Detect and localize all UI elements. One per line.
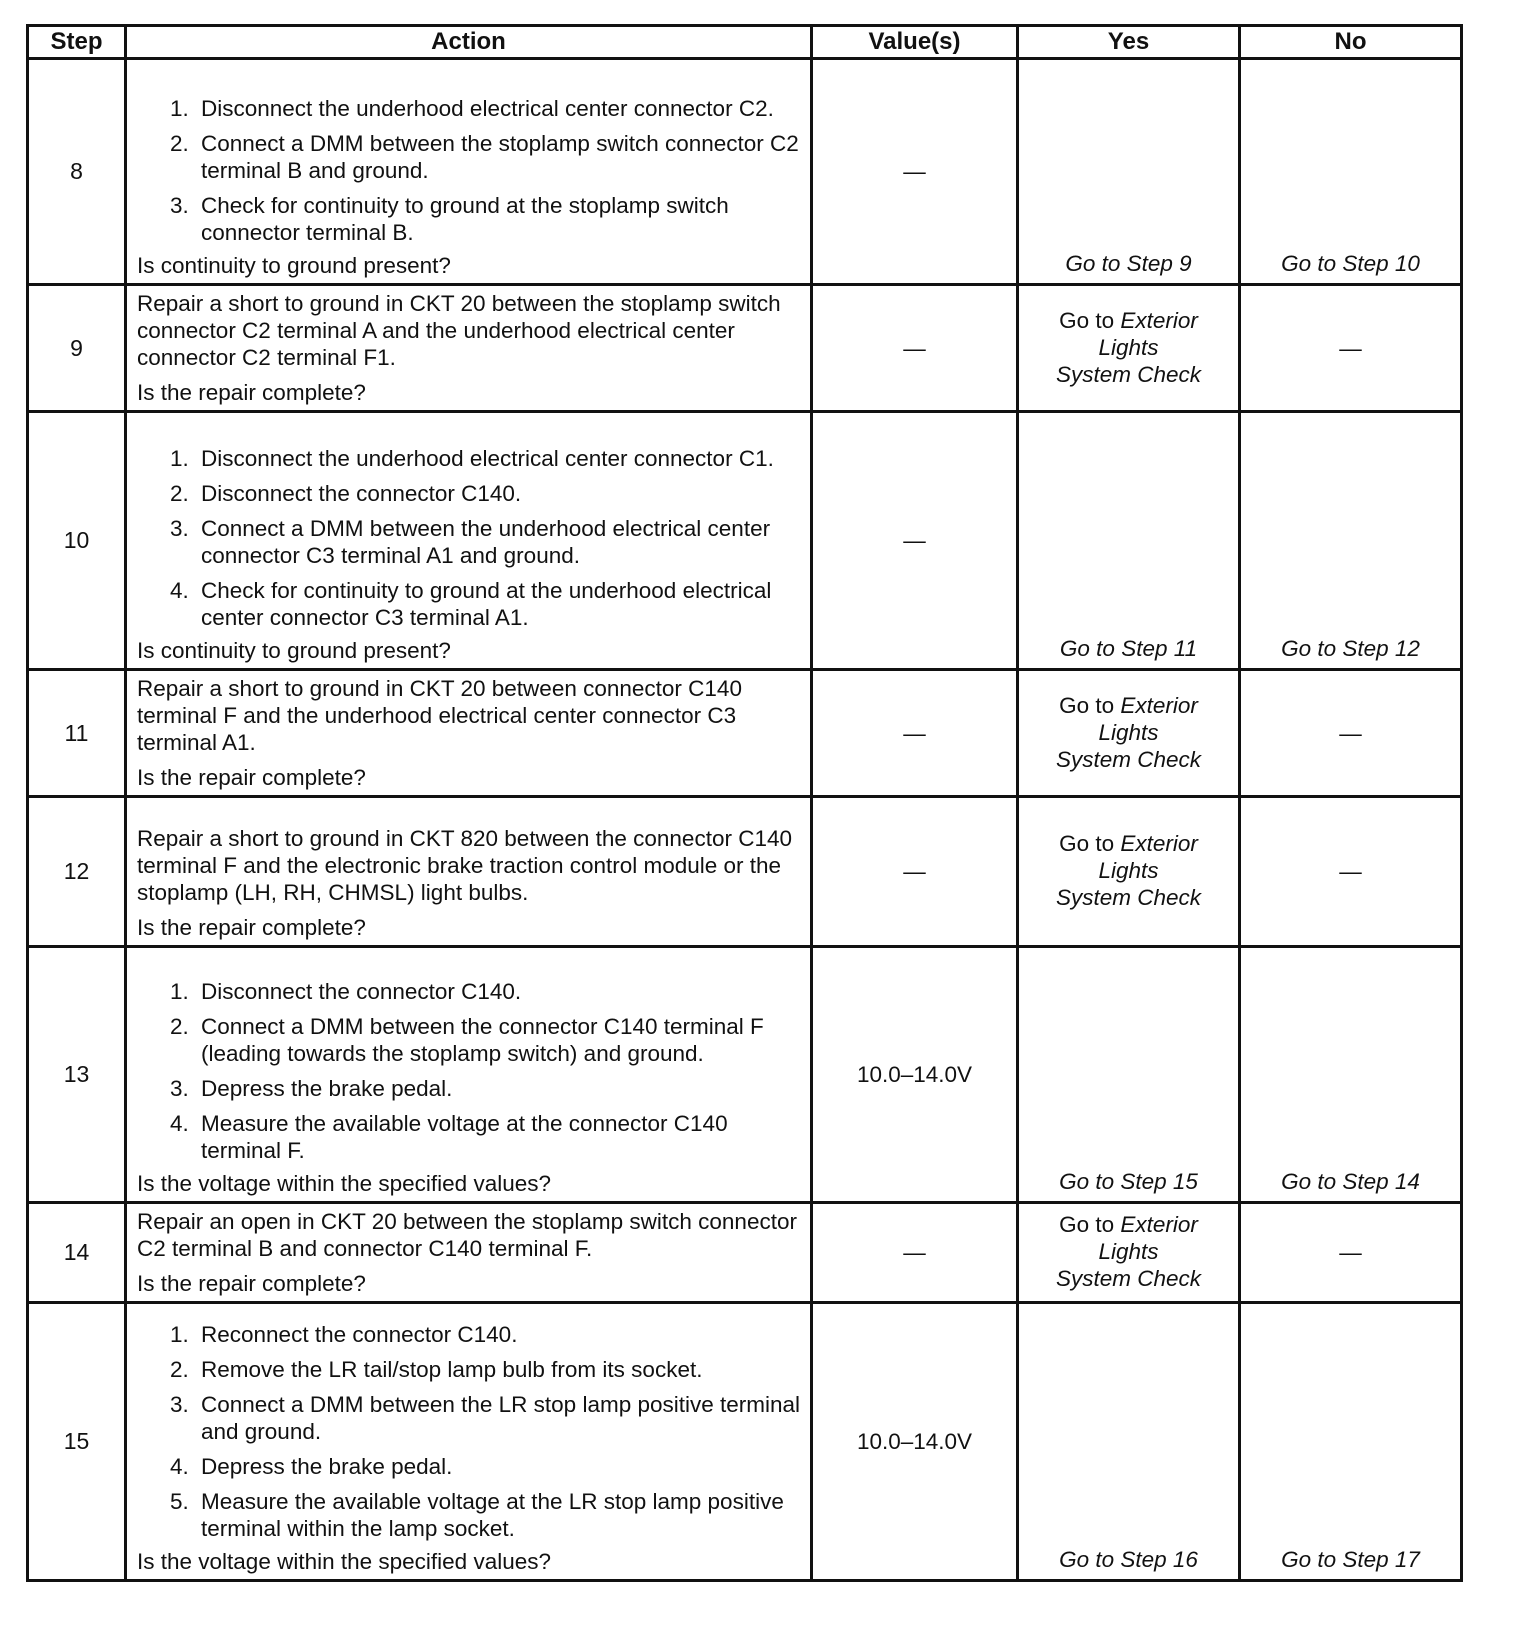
header-row — [28, 26, 1462, 59]
step-number: 9 — [28, 285, 126, 412]
action-steps-list — [137, 445, 802, 631]
table-row-step-10 — [28, 412, 1462, 670]
action-question: Is the voltage within the specified values? — [137, 1171, 551, 1196]
value-cell: — — [812, 412, 1018, 670]
action-step: 1. Reconnect the connector C140. — [195, 1321, 802, 1348]
link-text: Exterior — [1120, 307, 1198, 333]
goto-prefix: Go to — [1059, 307, 1115, 333]
no-cell: — — [1240, 797, 1462, 947]
yes-goto-link[interactable]: Go to Step 16 — [1059, 1547, 1198, 1572]
action-step: 2. Connect a DMM between the connector C140 terminal F (leading towards the stoplamp switch) and ground. — [195, 1013, 802, 1067]
step-number: 12 — [28, 797, 126, 947]
value-cell: 10.0–14.0V — [812, 1303, 1018, 1581]
action-step: 2. Connect a DMM between the stoplamp switch connector C2 terminal B and ground. — [195, 130, 802, 184]
value-cell: — — [812, 797, 1018, 947]
action-text: Repair an open in CKT 20 between the stoplamp switch connector C2 terminal B and connector C140 terminal F. — [137, 1209, 797, 1261]
action-text: Repair a short to ground in CKT 820 between the connector C140 terminal F and the electronic brake traction control module or the stoplamp (LH, RH, CHMSL) light bulbs. — [137, 826, 792, 905]
action-step: 1. Disconnect the underhood electrical center connector C1. — [195, 445, 802, 472]
action-cell — [126, 1203, 812, 1303]
action-step: 1. Disconnect the underhood electrical center connector C2. — [195, 95, 802, 122]
step-number: 10 — [28, 412, 126, 670]
yes-exterior-lights-link[interactable] — [1025, 307, 1232, 334]
table-row-step-13 — [28, 947, 1462, 1203]
value-cell: — — [812, 285, 1018, 412]
action-step: 3. Check for continuity to ground at the stoplamp switch connector terminal B. — [195, 192, 802, 246]
step-number: 14 — [28, 1203, 126, 1303]
step-number: 13 — [28, 947, 126, 1203]
yes-cell — [1018, 947, 1240, 1203]
header-step: Step — [28, 26, 126, 59]
yes-cell — [1018, 1303, 1240, 1581]
goto-prefix: Go to — [1059, 831, 1115, 856]
no-goto-link[interactable]: Go to Step 14 — [1281, 1169, 1420, 1194]
header-yes: Yes — [1018, 26, 1240, 59]
action-cell — [126, 285, 812, 412]
yes-goto-link[interactable]: Go to Step 11 — [1059, 636, 1198, 661]
table-row-step-12 — [28, 797, 1462, 947]
yes-goto-link[interactable]: Go to Step 9 — [1065, 251, 1192, 276]
action-question: Is the voltage within the specified values? — [137, 1549, 551, 1574]
action-question: Is the repair complete? — [137, 1271, 366, 1296]
action-step: 2. Remove the LR tail/stop lamp bulb from its socket. — [195, 1356, 802, 1383]
link-text: Exterior — [1120, 692, 1198, 718]
link-text: System Check — [1055, 885, 1202, 910]
table-row-step-9 — [28, 285, 1462, 412]
action-cell — [126, 59, 812, 285]
action-question: Is the repair complete? — [137, 380, 366, 405]
yes-exterior-lights-link[interactable] — [1025, 1211, 1232, 1238]
diagnostic-table — [26, 24, 1463, 1582]
link-text: System Check — [1055, 1266, 1202, 1291]
no-goto-link[interactable]: Go to Step 17 — [1281, 1547, 1420, 1572]
yes-cell — [1018, 285, 1240, 412]
action-step: 2. Disconnect the connector C140. — [195, 480, 802, 507]
action-text: Repair a short to ground in CKT 20 between connector C140 terminal F and the underhood electrical center connector C3 terminal A1. — [137, 676, 742, 755]
table-row-step-15 — [28, 1303, 1462, 1581]
goto-prefix: Go to — [1059, 1212, 1115, 1237]
yes-exterior-lights-link[interactable] — [1025, 830, 1232, 857]
no-goto-link[interactable]: Go to Step 10 — [1281, 251, 1420, 276]
action-step: 4. Measure the available voltage at the connector C140 terminal F. — [195, 1110, 802, 1164]
link-text: Lights — [1098, 1239, 1159, 1264]
action-step: 1. Disconnect the connector C140. — [195, 978, 802, 1005]
action-cell — [126, 670, 812, 797]
yes-exterior-lights-link[interactable] — [1025, 692, 1232, 719]
action-cell — [126, 797, 812, 947]
yes-cell — [1018, 797, 1240, 947]
value-cell: — — [812, 59, 1018, 285]
action-text: Repair a short to ground in CKT 20 between the stoplamp switch connector C2 terminal A and the underhood electrical center connector C2 terminal F1. — [137, 291, 781, 370]
no-cell: — — [1240, 285, 1462, 412]
action-question: Is the repair complete? — [137, 915, 366, 940]
header-values: Value(s) — [812, 26, 1018, 59]
action-cell — [126, 1303, 812, 1581]
step-number: 11 — [28, 670, 126, 797]
action-cell — [126, 412, 812, 670]
link-text: Lights — [1098, 334, 1159, 360]
no-cell — [1240, 947, 1462, 1203]
action-steps-list — [137, 1321, 802, 1542]
action-step: 4. Depress the brake pedal. — [195, 1453, 802, 1480]
no-cell: — — [1240, 670, 1462, 797]
action-step: 5. Measure the available voltage at the LR stop lamp positive terminal within the lamp socket. — [195, 1488, 802, 1542]
value-cell: — — [812, 670, 1018, 797]
link-text: Exterior — [1120, 1212, 1198, 1237]
yes-cell — [1018, 412, 1240, 670]
no-cell: — — [1240, 1203, 1462, 1303]
yes-cell — [1018, 670, 1240, 797]
table-row-step-14 — [28, 1203, 1462, 1303]
value-cell: — — [812, 1203, 1018, 1303]
header-action: Action — [126, 26, 812, 59]
table-row-step-8 — [28, 59, 1462, 285]
action-question: Is the repair complete? — [137, 765, 366, 790]
no-cell — [1240, 1303, 1462, 1581]
value-cell: 10.0–14.0V — [812, 947, 1018, 1203]
step-number: 8 — [28, 59, 126, 285]
action-step: 4. Check for continuity to ground at the underhood electrical center connector C3 terminal A1. — [195, 577, 802, 631]
link-text: System Check — [1055, 746, 1202, 772]
action-question: Is continuity to ground present? — [137, 638, 451, 663]
link-text: Lights — [1098, 719, 1159, 745]
action-step: 3. Connect a DMM between the underhood electrical center connector C3 terminal A1 and ground. — [195, 515, 802, 569]
link-text: System Check — [1055, 361, 1202, 387]
action-cell — [126, 947, 812, 1203]
yes-cell — [1018, 59, 1240, 285]
yes-cell — [1018, 1203, 1240, 1303]
action-step: 3. Connect a DMM between the LR stop lamp positive terminal and ground. — [195, 1391, 802, 1445]
no-cell — [1240, 59, 1462, 285]
step-number: 15 — [28, 1303, 126, 1581]
no-goto-link[interactable]: Go to Step 12 — [1281, 636, 1420, 661]
action-question: Is continuity to ground present? — [137, 253, 451, 278]
goto-prefix: Go to — [1059, 692, 1115, 718]
table-row-step-11 — [28, 670, 1462, 797]
link-text: Exterior — [1120, 831, 1198, 856]
action-steps-list — [137, 978, 802, 1164]
header-no: No — [1240, 26, 1462, 59]
action-steps-list — [137, 95, 802, 246]
link-text: Lights — [1098, 858, 1159, 883]
no-cell — [1240, 412, 1462, 670]
yes-goto-link[interactable]: Go to Step 15 — [1059, 1169, 1198, 1194]
action-step: 3. Depress the brake pedal. — [195, 1075, 802, 1102]
